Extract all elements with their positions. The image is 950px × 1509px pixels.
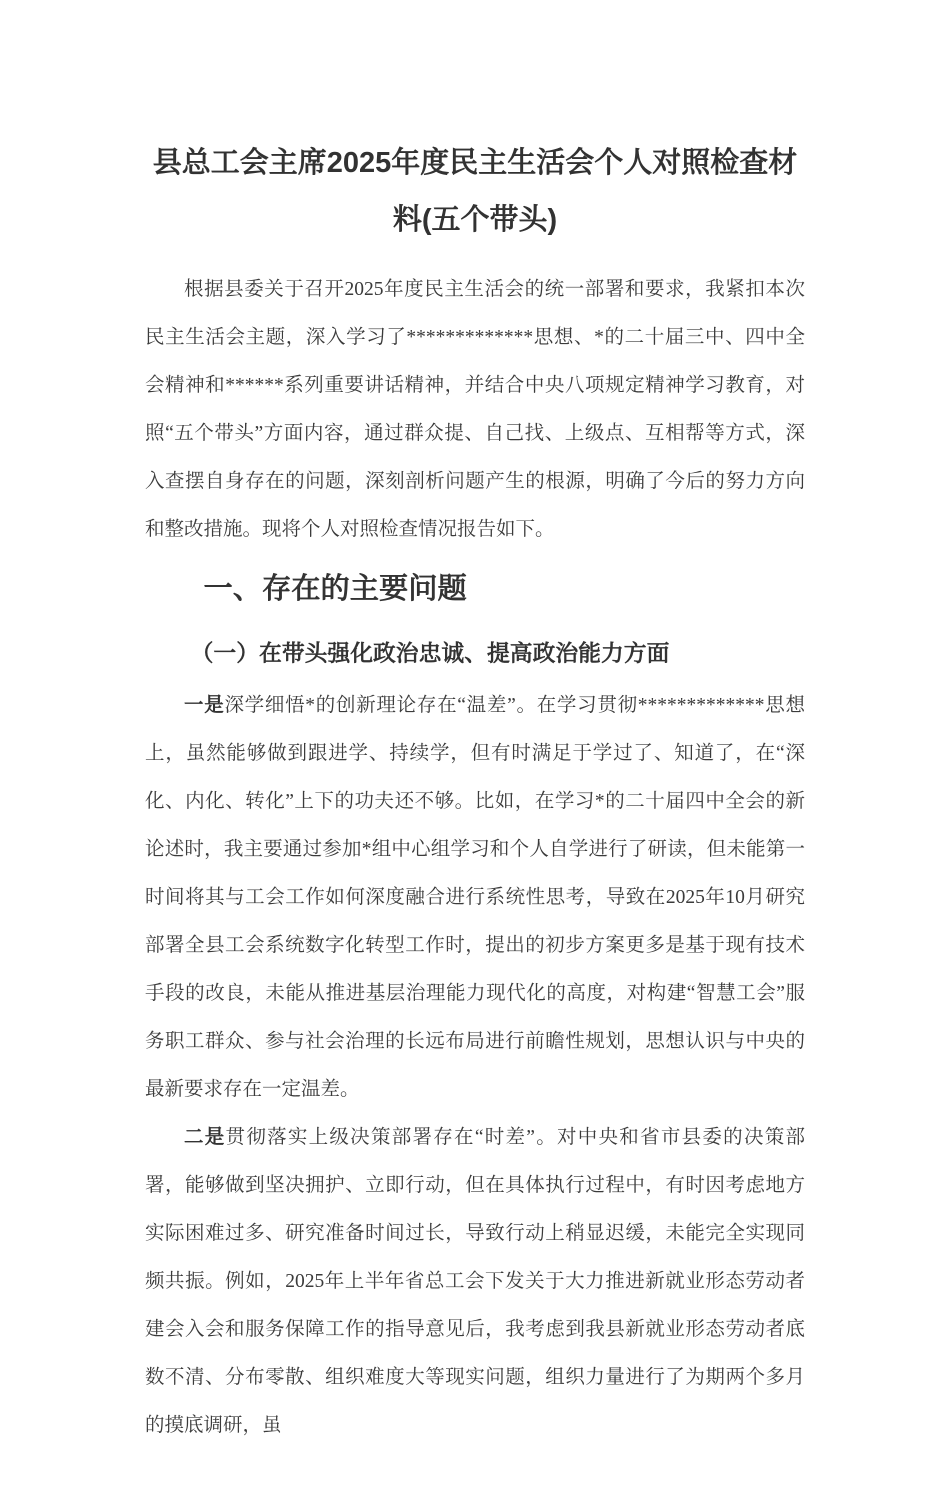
point-1-text: 深学细悟*的创新理论存在“温差”。在学习贯彻*************思想上，虽然能够做到跟进学、持续学，但有时满足于学过了、知道了，在“深化、内化、转化”上下的功夫还不够。比如，在学习*的二十届四中全会的新论述时，我主要通过参加*组中心组学习和个人自学进行了研读，但未能第一时间将其与工会工作如何深度融合进行系统性思考，导致在2025年10月研究部署全县工会系统数字化转型工作时，提出的初步方案更多是基于现有技术手段的改良，未能从推进基层治理能力现代化的高度，对构建“智慧工会”服务职工群众、参与社会治理的长远布局进行前瞻性规划，思想认识与中央的最新要求存在一定温差。 (145, 694, 805, 1100)
paragraph-point-2 (145, 1114, 805, 1450)
point-2-text: 贯彻落实上级决策部署存在“时差”。对中央和省市县委的决策部署，能够做到坚决拥护、立即行动，但在具体执行过程中，有时因考虑地方实际困难过多、研究准备时间过长，导致行动上稍显迟缓，未能完全实现同频共振。例如，2025年上半年省总工会下发关于大力推进新就业形态劳动者建会入会和服务保障工作的指导意见后，我考虑到我县新就业形态劳动者底数不清、分布零散、组织难度大等现实问题，组织力量进行了为期两个多月的摸底调研，虽 (145, 1126, 805, 1436)
paragraph-intro: 根据县委关于召开2025年度民主生活会的统一部署和要求，我紧扣本次民主生活会主题，深入学习了*************思想、*的二十届三中、四中全会精神和******系列重要讲话精神，并结合中央八项规定精神学习教育，对照“五个带头”方面内容，通过群众提、自己找、上级点、互相帮等方式，深入查摆自身存在的问题，深刻剖析问题产生的根源，明确了今后的努力方向和整改措施。现将个人对照检查情况报告如下。 (145, 279, 805, 540)
heading-subsection-political: （一）在带头强化政治忠诚、提高政治能力方面 (190, 640, 670, 666)
point-2-lead: 二是 (184, 1126, 226, 1148)
heading-main-problems: 一、存在的主要问题 (203, 572, 467, 605)
paragraph-point-1 (145, 682, 805, 1114)
document-title: 县总工会主席2025年度民主生活会个人对照检查材料(五个带头) (152, 147, 798, 236)
point-1-lead: 一是 (184, 694, 225, 716)
